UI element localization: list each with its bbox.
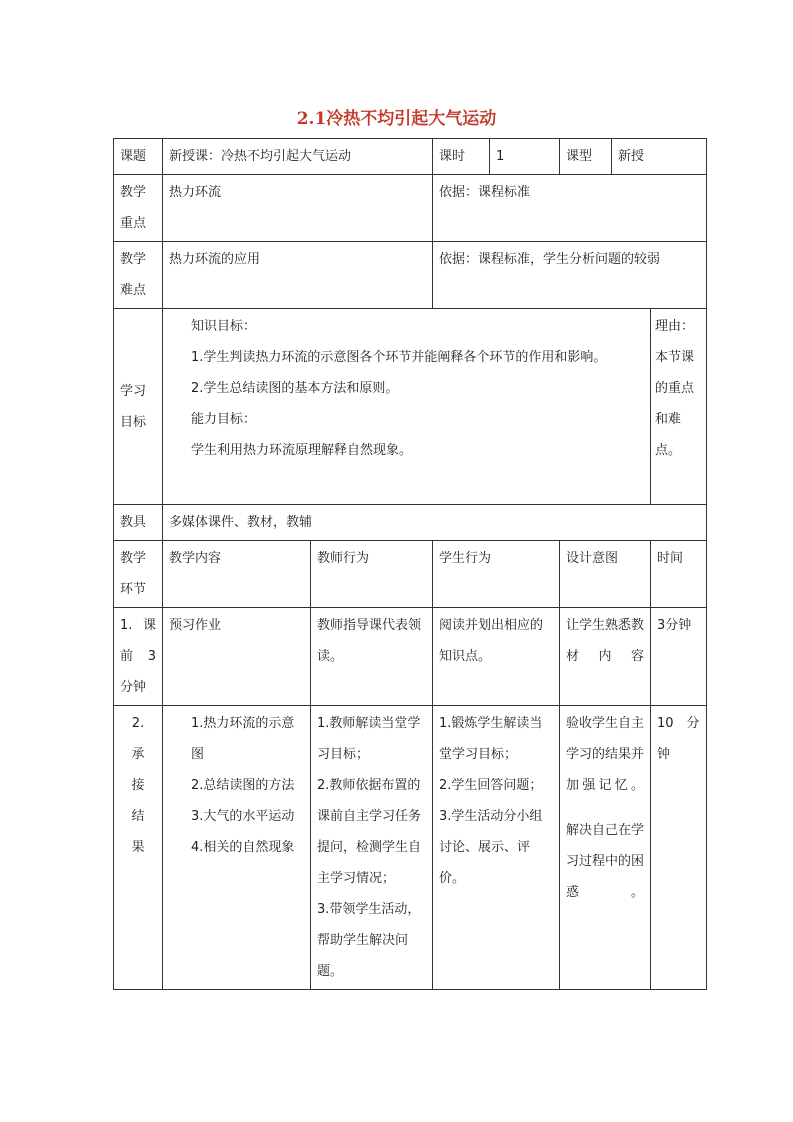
stage1-label-line-1: 1. 课 [120,618,156,633]
header-stage-1: 教学 [120,551,147,566]
row-key-point [114,175,707,242]
difficult-point-label-1: 教学 [120,252,147,267]
goal-line-2: 1.学生判读热力环流的示意图各个环节并能阐释各个环节的作用和影响。 [191,350,607,365]
hours-value: 1 [490,139,560,175]
header-content: 教学内容 [163,541,311,608]
stage2-student [433,706,560,990]
stage2-design [560,706,651,990]
type-value: 新授 [612,139,707,175]
stage1-time: 3分钟 [651,608,707,706]
row-stage-2 [114,706,707,990]
stage2-content [163,706,311,990]
row-goals [114,309,707,505]
stage2-teacher [311,706,433,990]
header-stage-2: 环节 [120,582,147,597]
tools-label: 教具 [114,505,163,541]
goal-line-1: 知识目标： [191,319,257,334]
stage1-teacher: 教师指导课代表领读。 [311,608,433,706]
stage2-content-line-1: 1.热力环流的示意图 [191,716,295,762]
stage2-content-line-2: 2.总结读图的方法 [191,778,295,793]
stage2-teacher-line-2: 2.教师依据布置的课前自主学习任务提问，检测学生自主学习情况； [317,778,422,886]
stage2-content-line-4: 4.相关的自然现象 [191,840,295,855]
stage1-design: 让学生熟悉教材内容 [560,608,651,706]
goal-line-5: 学生利用热力环流原理解释自然现象。 [191,443,413,458]
stage1-label-line-2: 前 3 [120,649,156,664]
header-stage [114,541,163,608]
stage2-teacher-line-3: 3.带领学生活动，帮助学生解决问题。 [317,902,421,979]
stage2-design-2: 解决自己在学习过程中的困惑。 [566,823,645,900]
key-point-content: 热力环流 [163,175,433,242]
difficult-point-label [114,242,163,309]
stage1-label [114,608,163,706]
lesson-plan-table [113,138,707,990]
stage1-student: 阅读并划出相应的知识点。 [433,608,560,706]
header-teacher: 教师行为 [311,541,433,608]
goal-line-4: 能力目标： [191,412,257,427]
topic-label: 课题 [114,139,163,175]
stage2-label-line-2: 承 [131,747,145,762]
difficult-point-basis: 依据：课程标准，学生分析问题的较弱 [433,242,707,309]
stage2-time-line-2: 钟 [657,747,671,762]
goals-reason-line-2: 本节课的重点和难点。 [655,350,695,458]
stage1-content: 预习作业 [163,608,311,706]
header-time: 时间 [651,541,707,608]
key-point-label-2: 重点 [120,216,147,231]
key-point-label-1: 教学 [120,185,147,200]
stage2-label [114,706,163,990]
topic-content: 新授课：冷热不均引起大气运动 [163,139,433,175]
stage2-label-line-3: 接 [131,778,145,793]
stage2-time-line-1: 10 分 [657,716,700,731]
row-topic [114,139,707,175]
stage2-student-line-2: 2.学生回答问题； [439,778,543,793]
header-design: 设计意图 [560,541,651,608]
type-label: 课型 [560,139,612,175]
key-point-basis: 依据：课程标准 [433,175,707,242]
stage2-time [651,706,707,990]
stage1-label-line-3: 分钟 [120,680,147,695]
goals-reason-line-1: 理由： [655,319,695,334]
stage2-label-line-4: 结 [131,809,145,824]
goals-label [114,309,163,505]
goals-label-1: 学习 [120,383,147,399]
page-title: 2.1冷热不均引起大气运动 [296,109,497,129]
tools-content: 多媒体课件、教材，教辅 [163,505,707,541]
row-stage-1 [114,608,707,706]
goals-content [163,309,651,505]
row-difficult-point [114,242,707,309]
goal-line-3: 2.学生总结读图的基本方法和原则。 [191,381,399,396]
key-point-label [114,175,163,242]
row-header [114,541,707,608]
stage2-label-line-1: 2. [131,716,145,731]
hours-label: 课时 [433,139,490,175]
stage2-design-1: 验收学生自主学习的结果并加强记忆。 [566,716,645,793]
difficult-point-content: 热力环流的应用 [163,242,433,309]
stage2-student-line-1: 1.锻炼学生解读当堂学习目标； [439,716,543,762]
stage2-label-line-5: 果 [131,840,145,855]
goals-label-2: 目标 [120,414,147,430]
difficult-point-label-2: 难点 [120,283,147,298]
goals-reason [651,309,707,505]
header-student: 学生行为 [433,541,560,608]
stage2-content-line-3: 3.大气的水平运动 [191,809,295,824]
stage2-student-line-3: 3.学生活动分小组讨论、展示、评价。 [439,809,543,886]
stage2-teacher-line-1: 1.教师解读当堂学习目标； [317,716,421,762]
row-tools [114,505,707,541]
